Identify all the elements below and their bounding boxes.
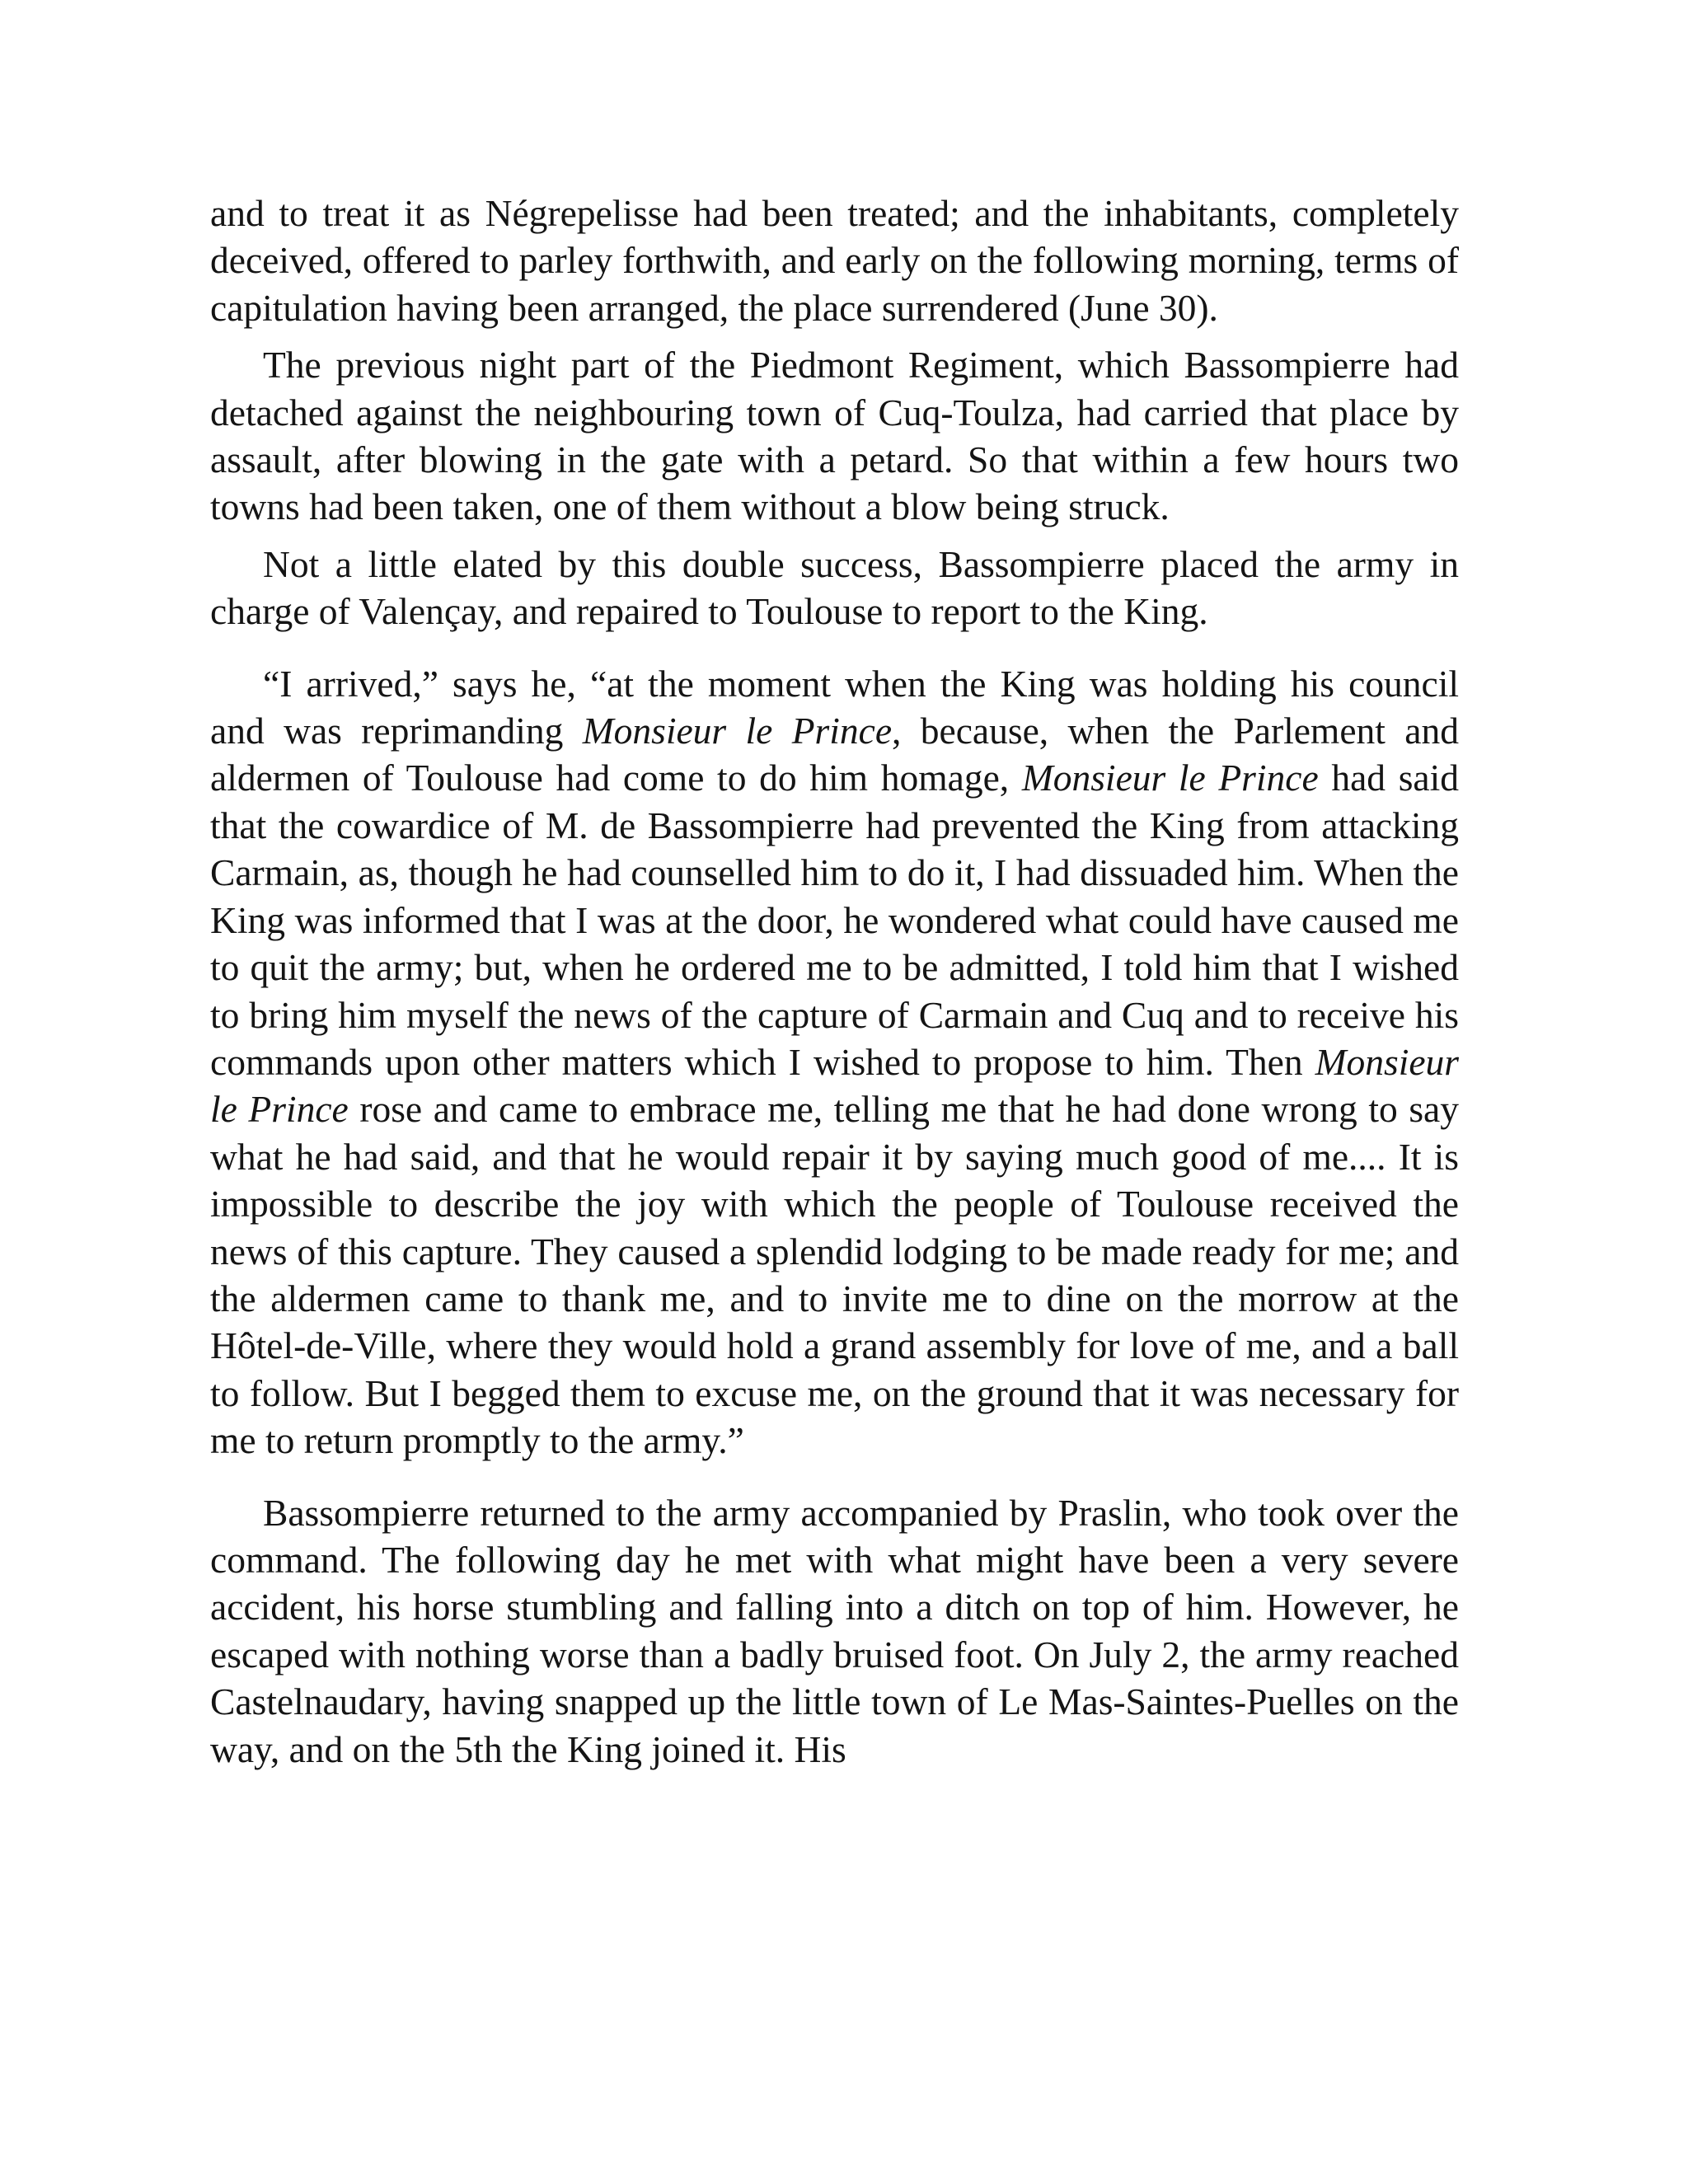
- paragraph-text: had said that the cowardice of M. de Bassompierre had prevented the King from attacking Carmain, as, though he had counselled him to do it, I had dissuaded him. When the King was informed that I was at the door, he wondered what could have caused me to quit the army; but, when he ordered me to be admitted, I told him that I wished to bring him myself the news of the capture of Carmain and Cuq and to receive his commands upon other matters which I wished to propose to him. Then: [210, 757, 1459, 1083]
- italic-title-phrase: Monsieur le Prince: [582, 710, 893, 752]
- paragraph-text: Bassompierre returned to the army accompanied by Praslin, who took over the command. The following day he met with what might have been a very severe accident, his horse stumbling and falling into a ditch on top of him. However, he escaped with nothing worse than a badly bruised foot. On July 2, the army reached Castelnaudary, having snapped up the little town of Le Mas-Saintes-Puelles on the way, and on the 5th the King joined it. His: [210, 1491, 1459, 1770]
- paragraph-text: and to treat it as Négrepelisse had been treated; and the inhabitants, completely deceived, offered to parley forthwith, and early on the following morning, terms of capitulation having been arranged, the place surrendered (June 30).: [210, 192, 1459, 329]
- italic-title-phrase: Monsieur le Prince: [210, 1040, 1459, 1131]
- paragraph-text: rose and came to embrace me, telling me that he had done wrong to say what he had said, and that he would repair it by saying much good of me.... It is impossible to describe the joy with which the people of Toulouse received the news of this capture. They caused a splendid lodging to be made ready for me; and the aldermen came to thank me, and to invite me to dine on the morrow at the Hôtel-de-Ville, where they would hold a grand assembly for love of me, and a ball to follow. But I begged them to excuse me, on the ground that it was necessary for me to return promptly to the army.”: [210, 1088, 1459, 1462]
- paragraph-text: Not a little elated by this double success, Bassompierre placed the army in charge of Valençay, and repaired to Toulouse to report to the King.: [210, 542, 1459, 633]
- paragraph-2: [210, 341, 1459, 531]
- paragraph-1: [210, 190, 1459, 331]
- italic-title-phrase: Monsieur le Prince: [1021, 757, 1319, 799]
- paragraph-3: [210, 541, 1459, 635]
- paragraph-5: [210, 1489, 1459, 1773]
- paragraph-text: The previous night part of the Piedmont Regiment, which Bassompierre had detached against the neighbouring town of Cuq-Toulza, had carried that place by assault, after blowing in the gate with a petard. So that within a few hours two towns had been taken, one of them without a blow being struck.: [210, 344, 1459, 528]
- paragraph-text: , because, when the Parlement and aldermen of Toulouse had come to do him homage,: [210, 710, 1459, 799]
- paragraph-text: “I arrived,” says he, “at the moment when the King was holding his council and was reprimanding: [210, 662, 1459, 752]
- book-page: [210, 190, 1459, 1773]
- paragraph-4-quotation: [210, 660, 1459, 1465]
